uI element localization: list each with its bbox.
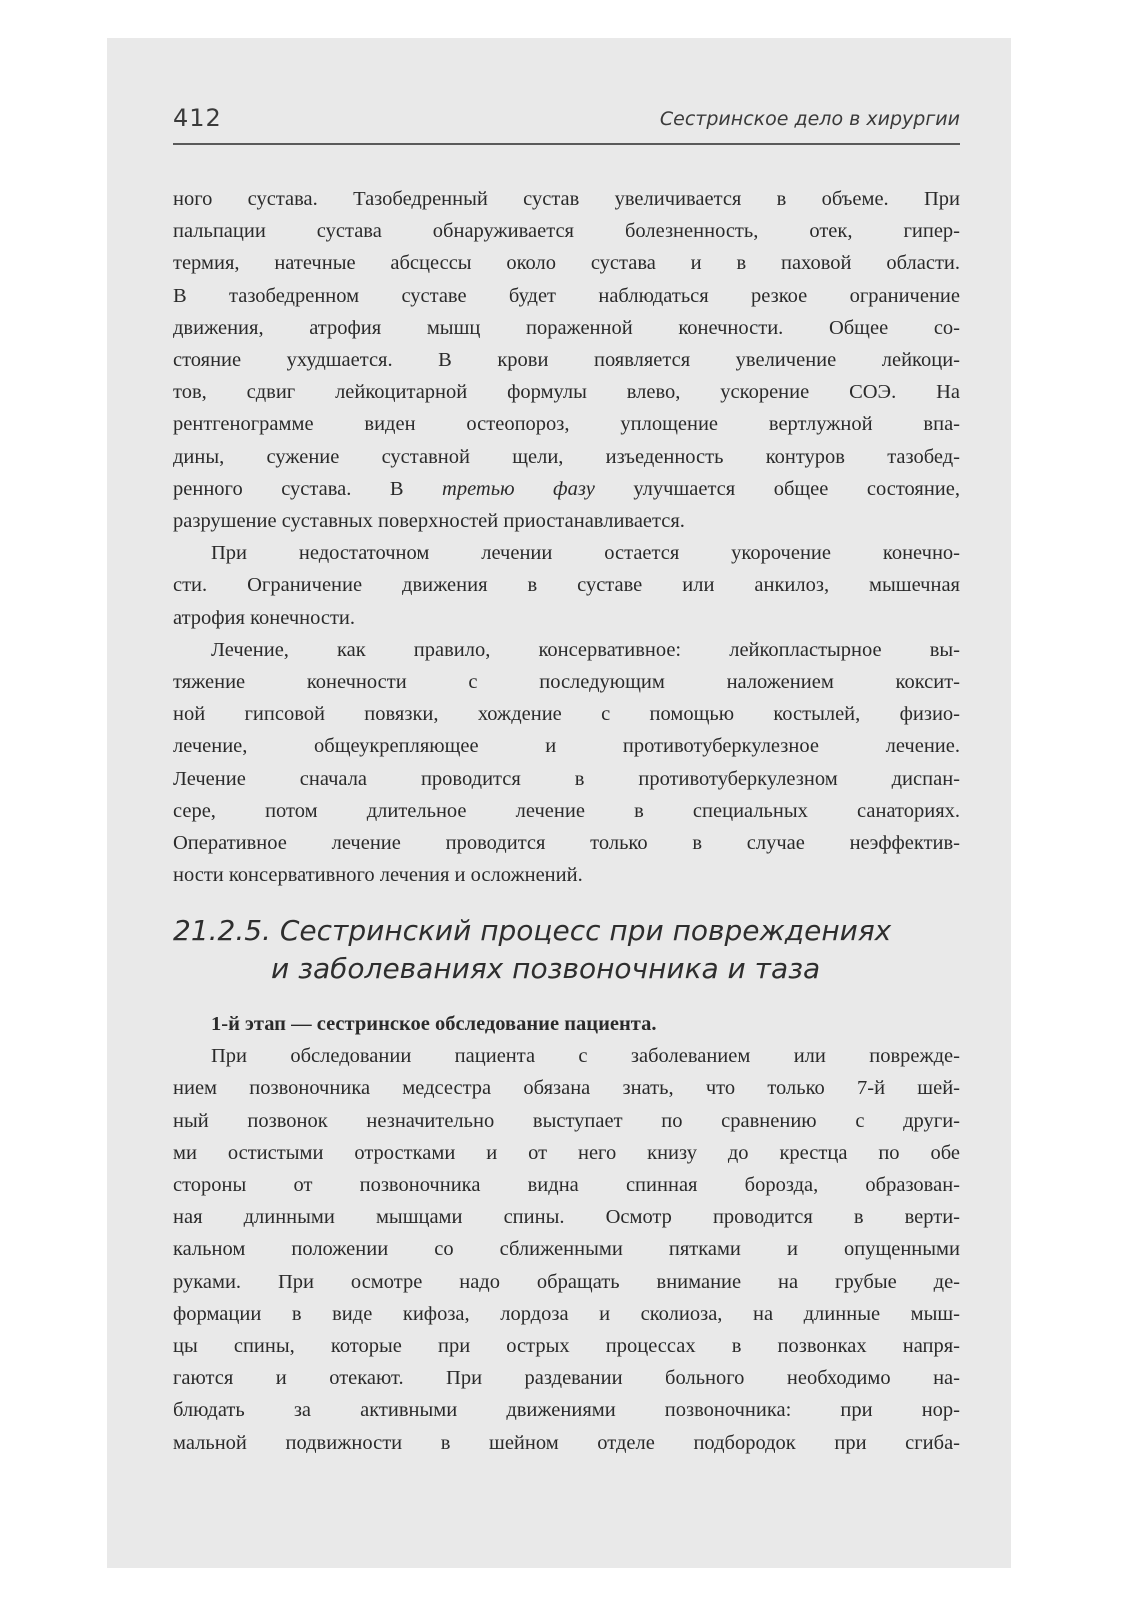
text-line: Лечение сначала проводится в противотуберкулезном диспан- [173, 767, 960, 790]
text-line: сере, потом длительное лечение в специальных санаториях. [173, 799, 960, 822]
stage-title: 1-й этап — сестринское обследование пациента. [211, 1013, 657, 1035]
section-heading-line-1: 21.2.5. Сестринский процесс при повреждениях [173, 914, 892, 947]
text-line: термия, натечные абсцессы около сустава и в паховой области. [173, 252, 960, 275]
text-line: мальной подвижности в шейном отделе подбородок при сгиба- [173, 1431, 960, 1454]
text-line: При обследовании пациента с заболеванием или поврежде- [211, 1045, 960, 1068]
body-text [173, 183, 960, 891]
paragraph-2 [173, 537, 960, 634]
emphasis-third-phase: третью фазу [442, 477, 595, 500]
text-line: ной гипсовой повязки, хождение с помощью костылей, физио- [173, 703, 960, 726]
text-line: ности консервативного лечения и осложнений. [173, 864, 583, 887]
text-line: разрушение суставных поверхностей приостанавливается. [173, 510, 685, 533]
text-line: атрофия конечности. [173, 606, 356, 629]
text-line: кальном положении со сближенными пятками и опущенными [173, 1238, 960, 1261]
page-header [173, 100, 960, 144]
paragraph-1 [173, 183, 960, 537]
text-segment: ренного сустава. В [173, 477, 443, 500]
text-line: сти. Ограничение движения в суставе или анкилоз, мышечная [173, 574, 960, 597]
text-line: тов, сдвиг лейкоцитарной формулы влево, ускорение СОЭ. На [173, 381, 960, 404]
page-number: 412 [173, 104, 222, 132]
text-line: руками. При осмотре надо обращать внимание на грубые де- [173, 1270, 960, 1293]
text-line: рентгенограмме виден остеопороз, уплощение вертлужной впа- [173, 413, 960, 436]
text-line: тяжение конечности с последующим наложением коксит- [173, 671, 960, 694]
text-line [173, 473, 960, 505]
text-line: движения, атрофия мышц пораженной конечности. Общее со- [173, 316, 960, 339]
text-line: ная длинными мышцами спины. Осмотр проводится в верти- [173, 1206, 960, 1229]
text-line: лечение, общеукрепляющее и противотуберкулезное лечение. [173, 735, 960, 758]
text-segment: улучшается общее состояние, [594, 477, 961, 500]
section-heading-line-2: и заболеваниях позвоночника и таза [271, 952, 821, 985]
text-line: стороны от позвоночника видна спинная борозда, образован- [173, 1174, 960, 1197]
text-line: формации в виде кифоза, лордоза и сколиоза, на длинные мыш- [173, 1302, 960, 1325]
text-line: нием позвоночника медсестра обязана знать, что только 7-й шей- [173, 1077, 960, 1100]
text-line: стояние ухудшается. В крови появляется увеличение лейкоци- [173, 349, 960, 372]
text-line: В тазобедренном суставе будет наблюдаться резкое ограничение [173, 284, 960, 307]
text-line: пальпации сустава обнаруживается болезненность, отек, гипер- [173, 220, 960, 243]
running-title: Сестринское дело в хирургии [659, 108, 960, 130]
text-line: Лечение, как правило, консервативное: лейкопластырное вы- [211, 638, 960, 661]
section-body [173, 1008, 960, 1459]
text-line: ного сустава. Тазобедренный сустав увеличивается в объеме. При [173, 188, 960, 210]
text-line: Оперативное лечение проводится только в случае неэффектив- [173, 832, 960, 855]
text-line: ный позвонок незначительно выступает по сравнению с други- [173, 1109, 960, 1132]
header-rule [173, 143, 960, 145]
text-line: гаются и отекают. При раздевании больного необходимо на- [173, 1367, 960, 1390]
text-line: блюдать за активными движениями позвоночника: при нор- [173, 1399, 960, 1422]
text-line: ми остистыми отростками и от него книзу до крестца по обе [173, 1141, 960, 1164]
text-line: При недостаточном лечении остается укорочение конечно- [211, 542, 960, 565]
paragraph-3 [173, 634, 960, 892]
text-line: дины, сужение суставной щели, изъеденность контуров тазобед- [173, 445, 960, 468]
section-heading [173, 912, 960, 988]
text-line: цы спины, которые при острых процессах в позвонках напря- [173, 1335, 960, 1358]
